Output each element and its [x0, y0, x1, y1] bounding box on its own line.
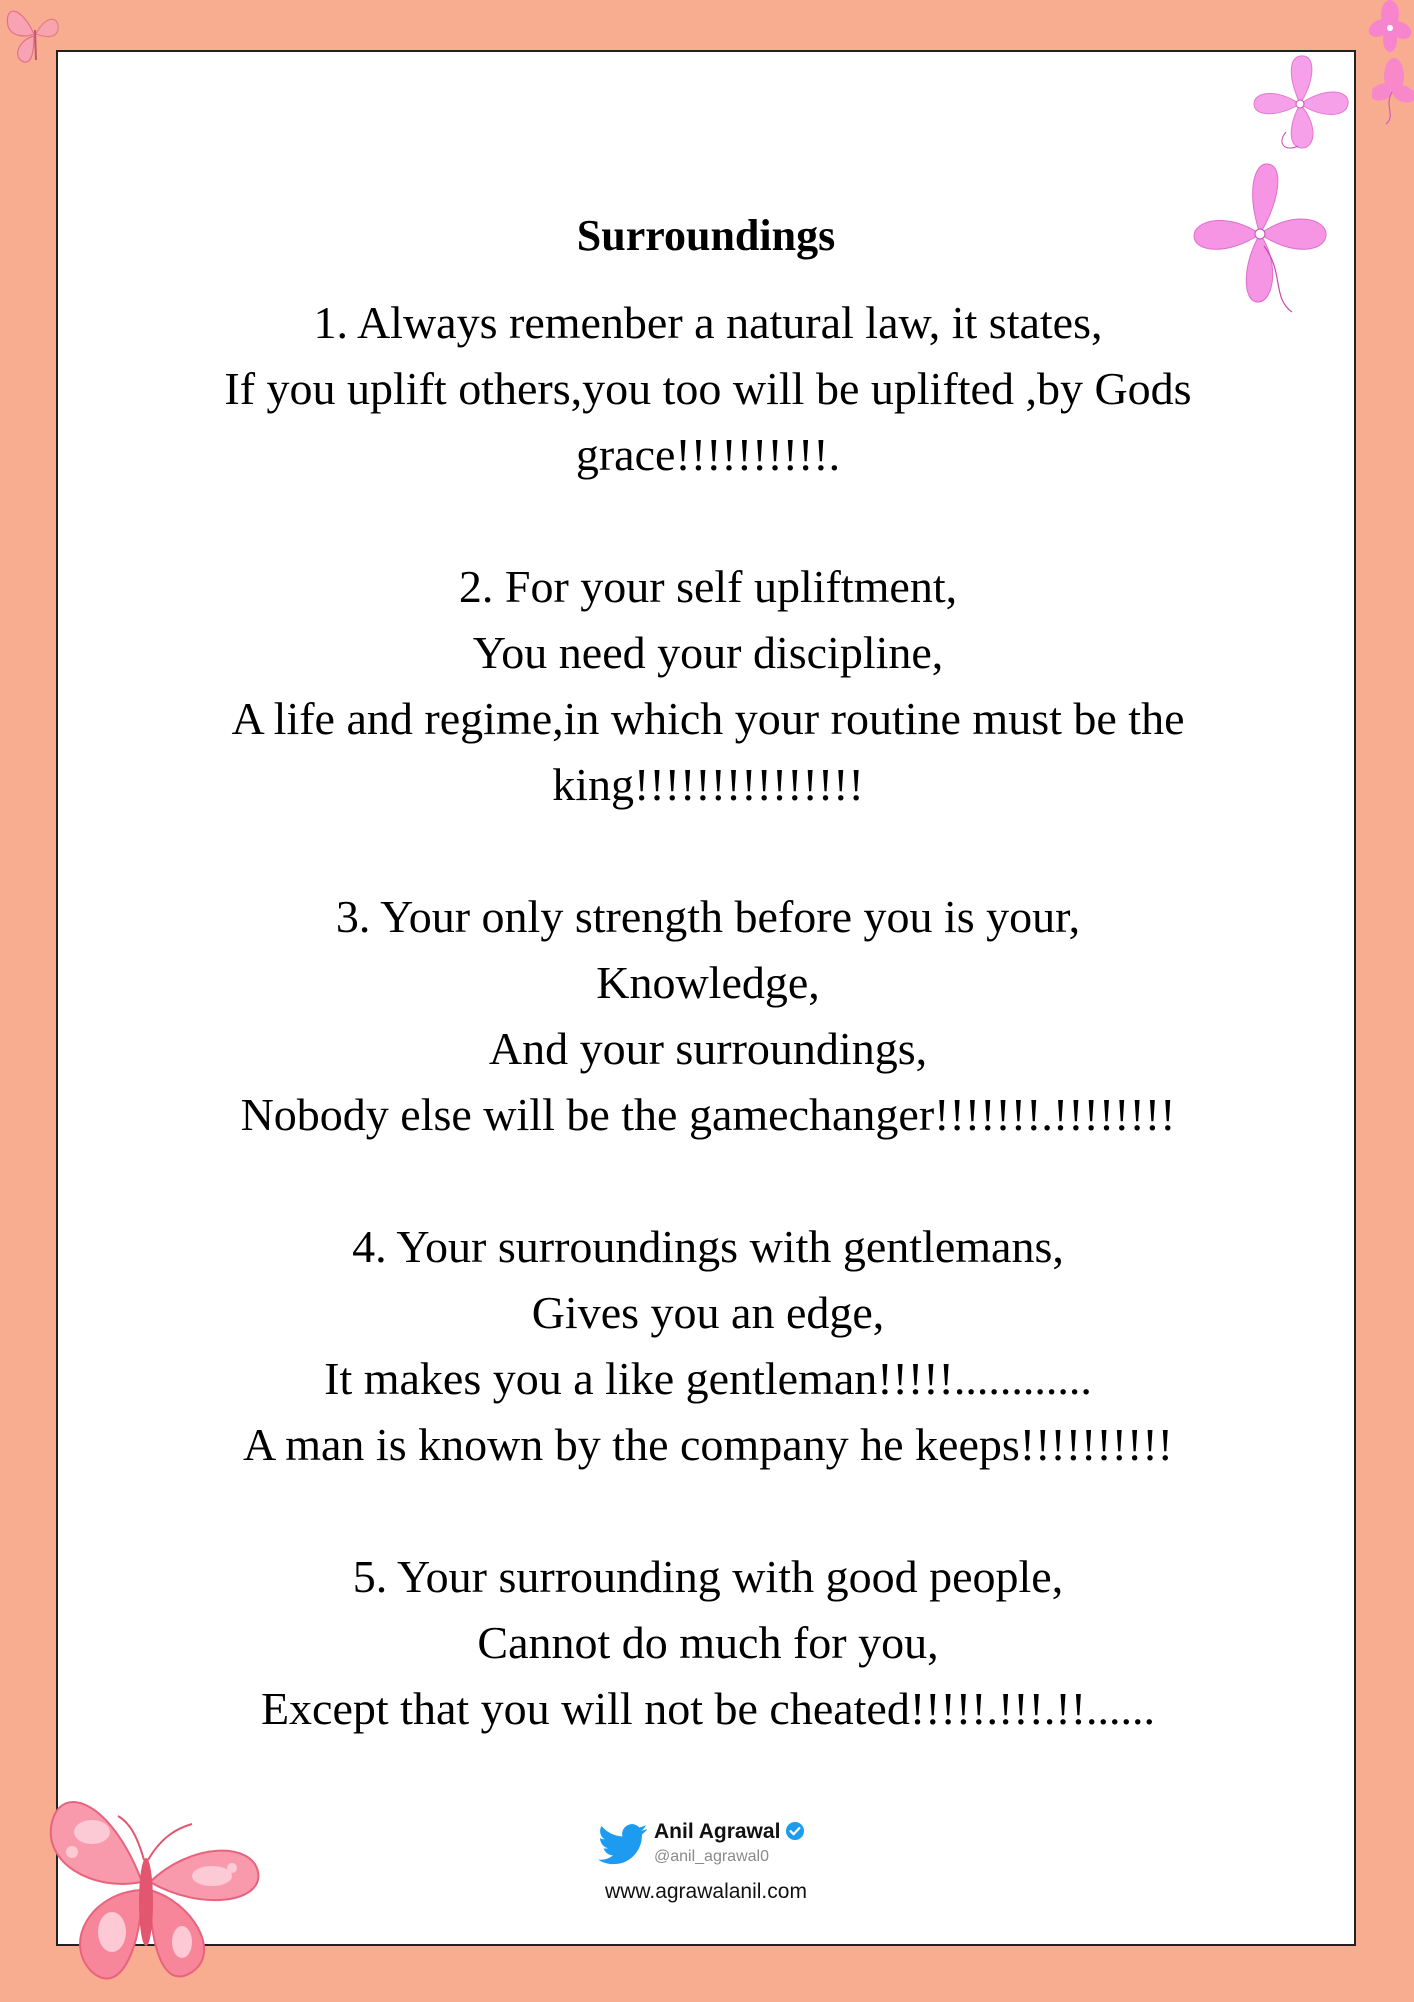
poem-line: A life and regime,in which your routine must be the [231, 693, 1185, 744]
poem-line: It makes you a like gentleman!!!!!............ [324, 1353, 1092, 1404]
poem-line: Gives you an edge, [531, 1287, 885, 1338]
poem-line: 4. Your surroundings with gentlemans, [352, 1221, 1064, 1272]
stanza [118, 290, 1298, 488]
poem-page [56, 50, 1356, 1946]
poem-title: Surroundings [576, 211, 836, 260]
poem-line: 5. Your surrounding with good people, [352, 1551, 1064, 1602]
flower-icon [1372, 56, 1414, 126]
poem-line: And your surroundings, [488, 1023, 928, 1074]
poem-line: 1. Always remenber a natural law, it states, [313, 297, 1103, 348]
poem-line: Knowledge, [596, 957, 820, 1008]
author-handle: @anil_agrawal0 [654, 1848, 769, 1865]
poem-line: 2. For your self upliftment, [458, 561, 958, 612]
poem-line: Cannot do much for you, [477, 1617, 939, 1668]
verified-badge-icon [785, 1821, 805, 1841]
poem-line: Except that you will not be cheated!!!!!.!!!.!!...... [260, 1683, 1156, 1734]
poem-line: A man is known by the company he keeps!!!!!!!!!! [243, 1419, 1173, 1470]
poem-line: If you uplift others,you too will be uplifted ,by Gods [224, 363, 1192, 414]
website-link[interactable]: www.agrawalanil.com [605, 1880, 807, 1903]
stanza [118, 1214, 1298, 1478]
poem-line: 3. Your only strength before you is your, [335, 891, 1081, 942]
author-name: Anil Agrawal [654, 1820, 805, 1844]
author-handle-block[interactable] [598, 1814, 858, 1874]
poem-line: king!!!!!!!!!!!!!!! [552, 759, 864, 810]
poem-body [118, 290, 1298, 1742]
flower-icon [1242, 52, 1358, 156]
poem-line: grace!!!!!!!!!!. [575, 429, 841, 480]
stanza [118, 1544, 1298, 1742]
twitter-bird-icon [598, 1824, 648, 1866]
stanza [118, 884, 1298, 1148]
poem-line: You need your discipline, [472, 627, 944, 678]
poem-line: Nobody else will be the gamechanger!!!!!!!.!!!!!!!! [240, 1089, 1176, 1140]
stanza [118, 554, 1298, 818]
author-footer [58, 1814, 1354, 1934]
flower-icon [1366, 0, 1414, 60]
